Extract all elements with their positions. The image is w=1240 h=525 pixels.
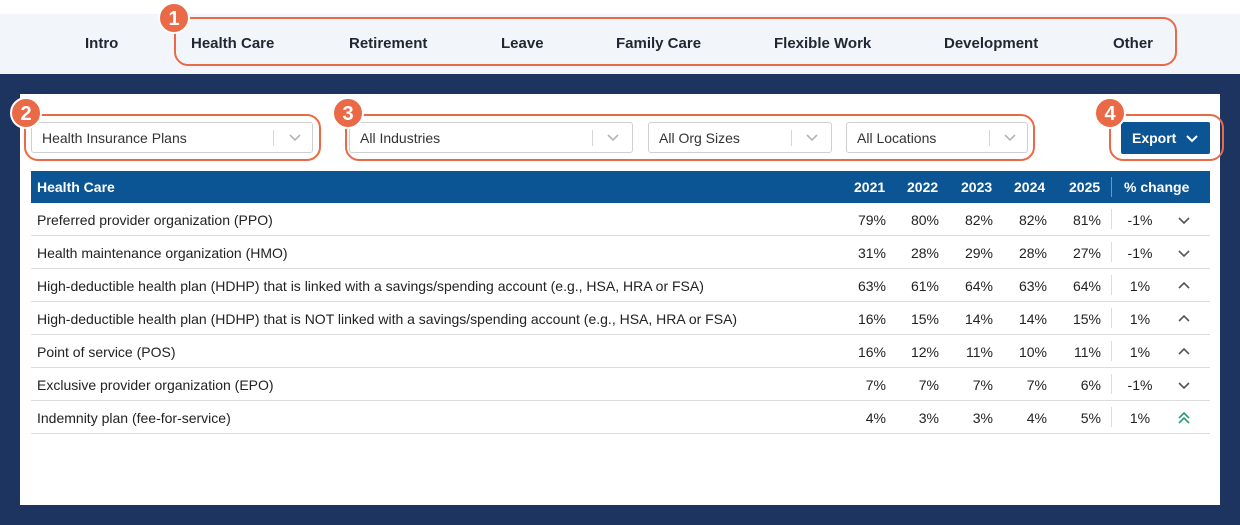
callout-filters <box>345 114 1035 161</box>
plan-select-value: Health Insurance Plans <box>42 130 187 146</box>
cell-2025: 64% <box>1072 278 1101 294</box>
cell-2021: 31% <box>857 245 886 261</box>
cell-change: 1% <box>1129 311 1151 327</box>
nav-item-health-care[interactable]: Health Care <box>191 35 275 52</box>
row-label: Exclusive provider organization (EPO) <box>37 377 274 393</box>
cell-change: -1% <box>1127 212 1153 228</box>
cell-2025: 81% <box>1072 212 1101 228</box>
cell-2021: 4% <box>865 410 886 426</box>
cell-2024: 4% <box>1026 410 1047 426</box>
column-divider <box>1111 341 1112 361</box>
column-divider <box>1111 374 1112 394</box>
nav-item-family-care[interactable]: Family Care <box>616 35 702 52</box>
row-label: Point of service (POS) <box>37 344 176 360</box>
cell-2023: 14% <box>964 311 993 327</box>
table-row[interactable] <box>31 203 1210 236</box>
column-header-2021: 2021 <box>854 179 886 195</box>
table-row[interactable] <box>31 236 1210 269</box>
cell-2024: 10% <box>1018 344 1047 360</box>
cell-2023: 11% <box>966 344 993 360</box>
cell-2022: 3% <box>918 410 939 426</box>
table-row[interactable] <box>31 335 1210 368</box>
chevron-down-icon[interactable] <box>1175 211 1193 229</box>
location-select-value: All Locations <box>857 130 937 146</box>
cell-change: 1% <box>1129 410 1151 426</box>
cell-2024: 28% <box>1018 245 1047 261</box>
row-label: Preferred provider organization (PPO) <box>37 212 273 228</box>
callout-badge-3: 3 <box>332 97 364 129</box>
cell-2025: 5% <box>1080 410 1101 426</box>
nav-item-intro[interactable]: Intro <box>85 35 119 52</box>
nav-item-flexible-work[interactable]: Flexible Work <box>774 35 872 52</box>
row-label: High-deductible health plan (HDHP) that is linked with a savings/spending account (e.g., HSA, HRA or FSA) <box>37 278 704 294</box>
column-header-2022: 2022 <box>907 179 939 195</box>
table-row[interactable] <box>31 269 1210 302</box>
nav-item-development[interactable]: Development <box>944 35 1039 52</box>
cell-2023: 29% <box>964 245 993 261</box>
cell-2022: 80% <box>910 212 939 228</box>
column-header-2025: 2025 <box>1069 179 1101 195</box>
callout-nav <box>174 17 1177 66</box>
cell-change: 1% <box>1129 278 1151 294</box>
chevron-up-icon[interactable] <box>1175 277 1193 295</box>
cell-2024: 7% <box>1026 377 1047 393</box>
callout-badge-1: 1 <box>158 2 190 34</box>
cell-change: -1% <box>1127 377 1153 393</box>
column-header-2023: 2023 <box>961 179 993 195</box>
nav-item-leave[interactable]: Leave <box>501 35 544 52</box>
chevron-down-icon[interactable] <box>1175 376 1193 394</box>
chevron-up-icon[interactable] <box>1175 310 1193 328</box>
cell-2024: 63% <box>1018 278 1047 294</box>
table-header <box>31 171 1210 203</box>
table-row[interactable] <box>31 302 1210 335</box>
callout-badge-4: 4 <box>1094 97 1126 129</box>
cell-2023: 7% <box>972 377 993 393</box>
cell-2023: 3% <box>972 410 993 426</box>
nav-item-other[interactable]: Other <box>1113 35 1154 52</box>
chevron-up-icon[interactable] <box>1175 343 1193 361</box>
column-divider <box>1111 242 1112 262</box>
column-divider <box>1111 275 1112 295</box>
row-label: Health maintenance organization (HMO) <box>37 245 288 261</box>
cell-2021: 16% <box>857 344 886 360</box>
cell-2021: 7% <box>865 377 886 393</box>
cell-2021: 16% <box>857 311 886 327</box>
column-header-category: Health Care <box>37 179 115 195</box>
chevron-down-icon[interactable] <box>1175 244 1193 262</box>
cell-2023: 64% <box>964 278 993 294</box>
cell-2021: 79% <box>857 212 886 228</box>
org-size-select-value: All Org Sizes <box>659 130 740 146</box>
cell-2021: 63% <box>857 278 886 294</box>
column-divider <box>1111 177 1112 197</box>
cell-2022: 61% <box>910 278 939 294</box>
column-header-2024: 2024 <box>1014 179 1046 195</box>
cell-2023: 82% <box>964 212 993 228</box>
callout-plan <box>24 114 321 161</box>
callout-badge-2: 2 <box>10 97 42 129</box>
table-row[interactable] <box>31 368 1210 401</box>
cell-2022: 15% <box>910 311 939 327</box>
row-label: Indemnity plan (fee-for-service) <box>37 410 231 426</box>
double-chevron-up-icon[interactable] <box>1175 409 1193 427</box>
column-header-change: % change <box>1124 179 1190 195</box>
callout-export <box>1109 114 1224 161</box>
cell-2022: 12% <box>910 344 939 360</box>
table-row[interactable] <box>31 401 1210 434</box>
cell-2024: 82% <box>1018 212 1047 228</box>
cell-2025: 15% <box>1072 311 1101 327</box>
column-divider <box>1111 407 1112 427</box>
nav-item-retirement[interactable]: Retirement <box>349 35 428 52</box>
cell-2022: 28% <box>910 245 939 261</box>
industry-select-value: All Industries <box>360 130 441 146</box>
cell-change: 1% <box>1129 344 1151 360</box>
cell-2024: 14% <box>1018 311 1047 327</box>
column-divider <box>1111 308 1112 328</box>
cell-2025: 6% <box>1080 377 1101 393</box>
cell-2022: 7% <box>918 377 939 393</box>
column-divider <box>1111 209 1112 229</box>
cell-change: -1% <box>1127 245 1153 261</box>
cell-2025: 27% <box>1072 245 1101 261</box>
row-label: High-deductible health plan (HDHP) that is NOT linked with a savings/spending account (e.g., HSA, HRA or FSA) <box>37 311 738 327</box>
cell-2025: 11% <box>1074 344 1101 360</box>
export-button-label: Export <box>1132 130 1177 146</box>
